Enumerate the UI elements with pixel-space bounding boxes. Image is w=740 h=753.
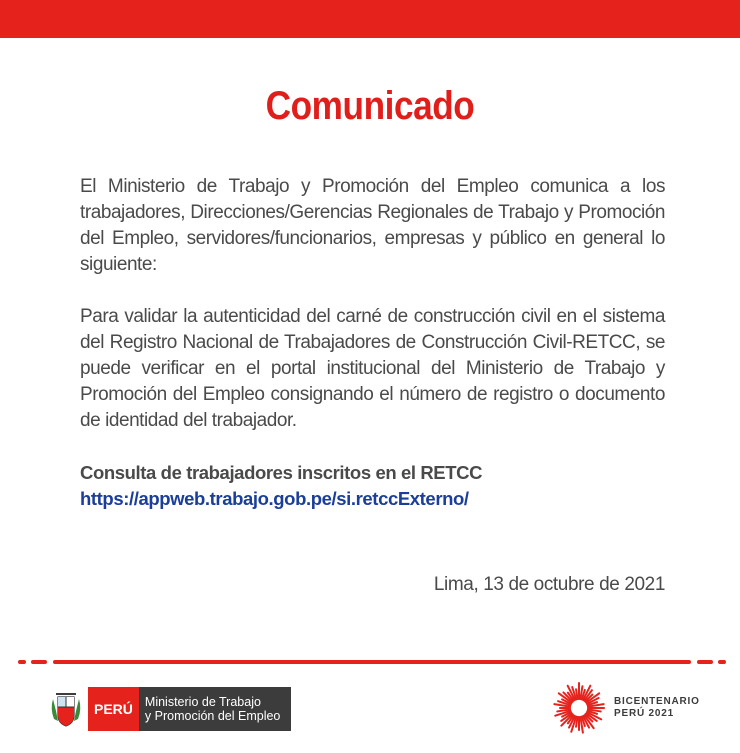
divider-dash	[697, 660, 713, 664]
ministerio-line1: Ministerio de Trabajo	[144, 695, 261, 709]
bicentenario-logo	[552, 681, 700, 735]
peru-label: PERÚ	[88, 687, 139, 731]
divider-dash	[31, 660, 47, 664]
validation-paragraph: Para validar la autenticidad del carné de construcción civil en el sistema del Registro Nacional de Trabajadores de Construcción Civil-RETCC, se puede verificar en el portal institucional del Ministerio de Trabajo y Promoción del Empleo consignando el número de registro o documento de identidad del trabajador.	[80, 306, 665, 431]
consulta-label: Consulta de trabajadores inscritos en el RETCC	[80, 462, 483, 483]
intro-paragraph: El Ministerio de Trabajo y Promoción del Empleo comunica a los trabajadores, Direcciones/Gerencias Regionales de Trabajo y Promoción del Empleo, servidores/funcionarios, empresas y público en general lo siguiente:	[80, 176, 665, 275]
ministerio-name	[139, 687, 291, 731]
divider-dash	[18, 660, 26, 664]
divider-line	[53, 660, 691, 664]
retcc-link[interactable]: https://appweb.trabajo.gob.pe/si.retccExterno/	[80, 488, 469, 509]
bicentenario-burst-icon	[552, 681, 606, 735]
page-title: Comunicado	[265, 84, 475, 128]
bicentenario-line2: PERÚ 2021	[614, 708, 675, 719]
date-line: Lima, 13 de octubre de 2021	[433, 574, 665, 595]
bicentenario-text	[614, 696, 700, 720]
bicentenario-line1: BICENTENARIO	[614, 696, 700, 707]
ministerio-logo	[48, 687, 291, 731]
top-banner	[0, 0, 740, 38]
consulta-block	[80, 460, 680, 512]
divider-dash	[718, 660, 726, 664]
ministerio-line2: y Promoción del Empleo	[144, 709, 281, 723]
coat-of-arms-icon	[48, 689, 84, 729]
